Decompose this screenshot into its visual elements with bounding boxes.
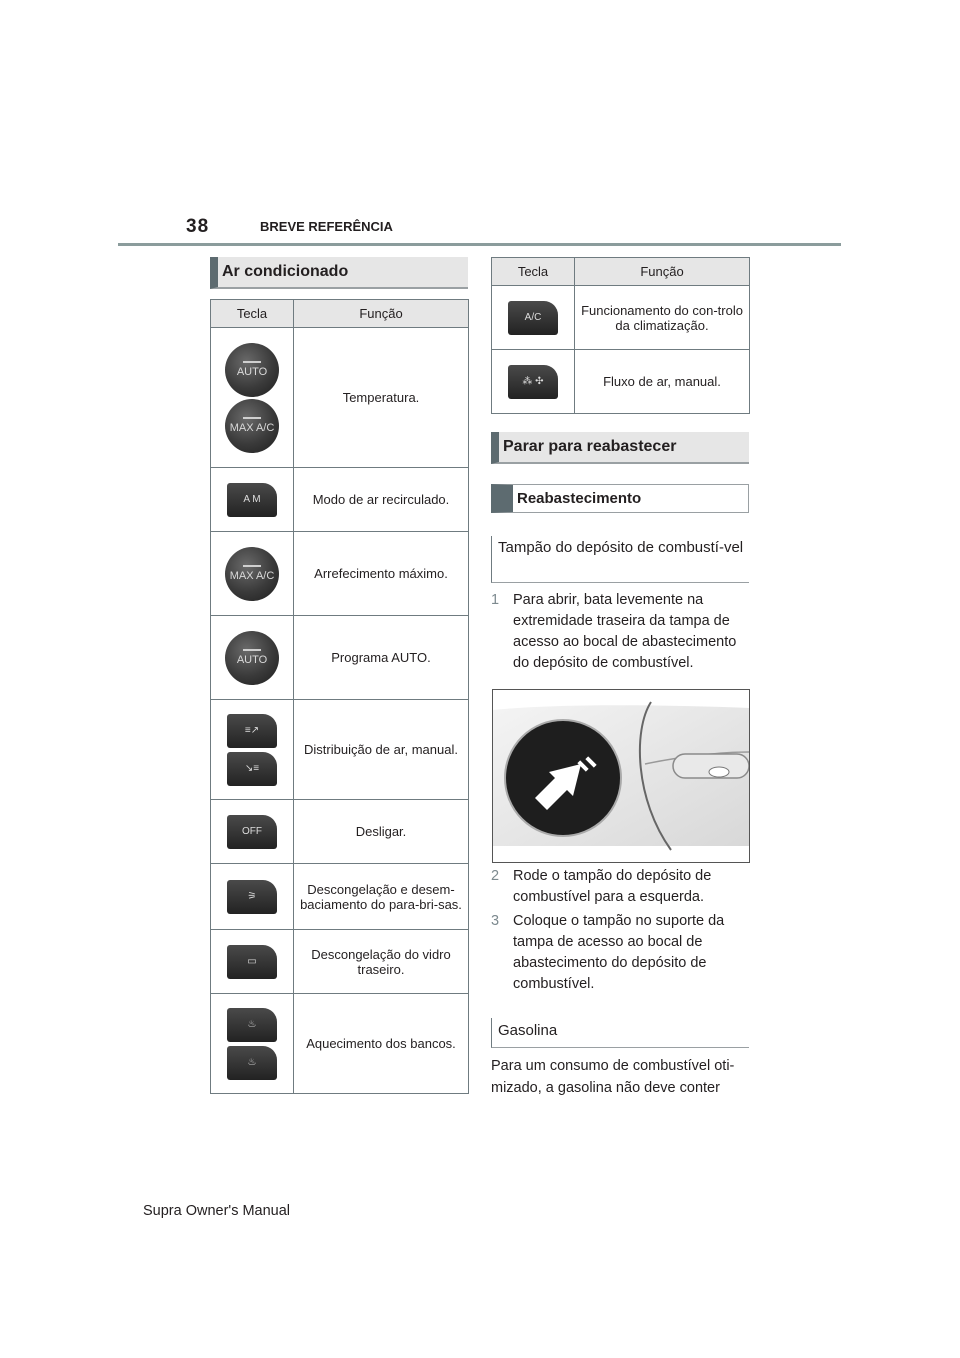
col-key-header: Tecla — [492, 258, 575, 286]
section-title: BREVE REFERÊNCIA — [260, 219, 393, 234]
header-rule — [118, 243, 841, 246]
table-row — [492, 350, 750, 414]
func-cell: Desligar. — [294, 800, 469, 864]
table-row — [211, 616, 469, 700]
seat-heating-icon: ♨ — [227, 1008, 277, 1042]
page-number: 38 — [186, 216, 210, 237]
col-func-header: Função — [575, 258, 750, 286]
step-text: Rode o tampão do depósito de combustível para a esquerda. — [513, 868, 712, 905]
func-cell: Temperatura. — [294, 328, 469, 468]
auto-knob-icon: AUTO — [225, 631, 279, 685]
subheading-reabastecimento: Reabastecimento — [491, 484, 749, 513]
windshield-defrost-icon: ⚞ — [227, 880, 277, 914]
table-row — [211, 930, 469, 994]
off-button-icon: OFF — [227, 815, 277, 849]
func-cell: Descongelação do vidro traseiro. — [294, 930, 469, 994]
heading-parar-reabastecer: Parar para reabastecer — [491, 432, 749, 464]
func-cell: Descongelação e desem-baciamento do para-bri-sas. — [294, 864, 469, 930]
step-text: Para abrir, bata levemente na extremidade traseira da tampa de acesso ao bocal de abastecimento do depósito de combustível. — [513, 592, 737, 671]
func-cell: Fluxo de ar, manual. — [575, 350, 750, 414]
step-number: 1 — [491, 592, 500, 608]
step-text: Coloque o tampão no suporte da tampa de acesso ao bocal de abastecimento do depósito de combustível. — [513, 913, 725, 992]
air-distribution-upper-icon: ≡↗ — [227, 714, 277, 748]
table-row — [492, 286, 750, 350]
gasolina-paragraph: Para um consumo de combustível oti-mizado, a gasolina não deve conter — [491, 1058, 735, 1096]
heading-ar-condicionado: Ar condicionado — [210, 257, 468, 289]
func-cell: Modo de ar recirculado. — [294, 468, 469, 532]
climate-keys-table — [210, 299, 469, 1094]
func-cell: Distribuição de ar, manual. — [294, 700, 469, 800]
func-cell: Programa AUTO. — [294, 616, 469, 700]
table-row — [211, 700, 469, 800]
col-key-header: Tecla — [211, 300, 294, 328]
step-3 — [491, 911, 753, 995]
table-row — [211, 994, 469, 1094]
step-number: 2 — [491, 868, 500, 884]
max-ac-knob-icon: MAX A/C — [225, 399, 279, 453]
col-func-header: Função — [294, 300, 469, 328]
max-ac-knob-icon: MAX A/C — [225, 547, 279, 601]
step-1 — [491, 590, 753, 674]
subsubheading-tampao: Tampão do depósito de combustí-vel — [491, 536, 749, 583]
auto-knob-icon: AUTO — [225, 343, 279, 397]
table-header-row — [211, 300, 469, 328]
step-number: 3 — [491, 913, 500, 929]
climate-keys-table-continued — [491, 257, 750, 414]
seat-heating-icon: ♨ — [227, 1046, 277, 1080]
func-cell: Funcionamento do con-trolo da climatização. — [575, 286, 750, 350]
fan-speed-button-icon: ⁂ ✣ — [508, 365, 558, 399]
subsubheading-gasolina: Gasolina — [491, 1018, 749, 1048]
fuel-door-illustration — [492, 689, 750, 863]
air-distribution-lower-icon: ↘≡ — [227, 752, 277, 786]
ac-button-icon: A/C — [508, 301, 558, 335]
fuel-door-image — [493, 690, 749, 862]
step-2 — [491, 866, 753, 908]
func-cell: Aquecimento dos bancos. — [294, 994, 469, 1094]
table-row — [211, 800, 469, 864]
func-cell: Arrefecimento máximo. — [294, 532, 469, 616]
recirculation-button-icon: A M — [227, 483, 277, 517]
footer-manual-title: Supra Owner's Manual — [143, 1203, 291, 1219]
table-header-row — [492, 258, 750, 286]
table-row — [211, 468, 469, 532]
table-row — [211, 532, 469, 616]
table-row — [211, 328, 469, 468]
table-row — [211, 864, 469, 930]
rear-window-defrost-icon: ▭ — [227, 945, 277, 979]
